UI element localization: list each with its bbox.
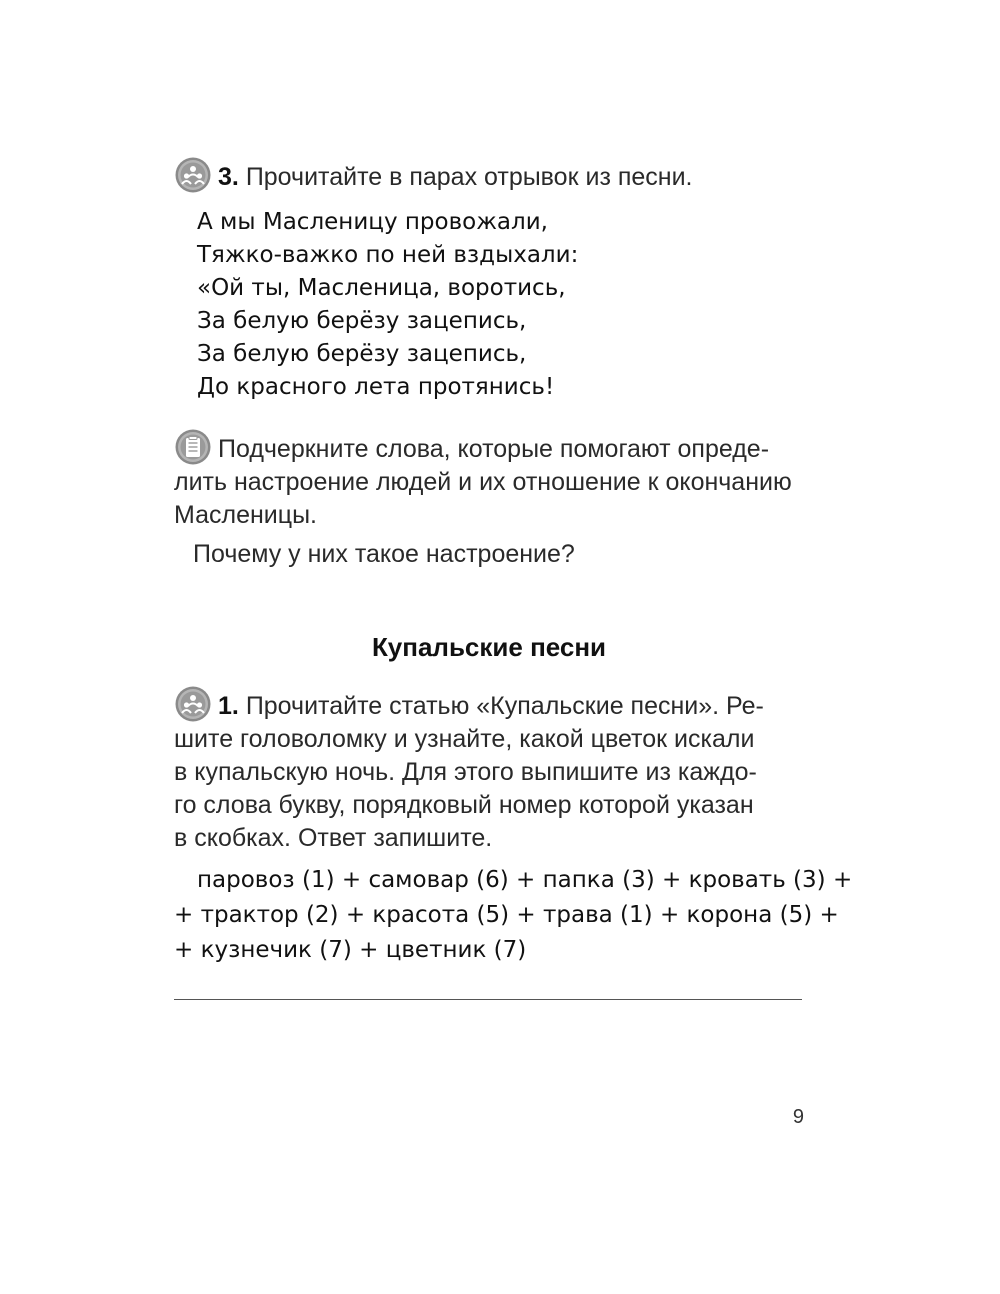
poem-line: Тяжко-важко по ней вздыхали:: [197, 242, 579, 268]
task-3-instruction: [174, 156, 804, 194]
notebook-icon: [174, 428, 212, 466]
puzzle-line: + кузнечик (7) + цветник (7): [174, 937, 527, 963]
task-line: в купальскую ночь. Для этого выпишите из каждо-: [174, 758, 757, 786]
task-1-instruction: [174, 685, 804, 855]
poem-line: За белую берёзу зацепись,: [197, 341, 527, 367]
section-heading: Купальские песни: [371, 632, 607, 662]
task-line: го слова букву, порядковый номер которой указан: [174, 791, 754, 819]
task-line: Прочитайте статью «Купальские песни». Ре-: [245, 692, 764, 720]
word-puzzle: [174, 863, 853, 968]
page-number: 9: [792, 1106, 804, 1128]
task-number: 3.: [218, 163, 239, 191]
task-instruction-text: Прочитайте в парах отрывок из песни.: [245, 163, 693, 191]
pair-work-icon: [174, 156, 212, 194]
poem-line: До красного лета протянись!: [197, 374, 555, 400]
question-text: Почему у них такое настроение?: [193, 540, 575, 568]
puzzle-line: + трактор (2) + красота (5) + трава (1) + корона (5) +: [174, 902, 839, 928]
writing-task: [174, 428, 804, 532]
writing-task-line: Подчеркните слова, которые помогают опреде-: [218, 435, 770, 463]
pair-work-icon: [174, 685, 212, 723]
poem-excerpt: [197, 206, 697, 404]
task-line: шите головоломку и узнайте, какой цветок искали: [174, 725, 755, 753]
task-line: в скобках. Ответ запишите.: [174, 824, 493, 852]
poem-line: А мы Масленицу провожали,: [197, 209, 548, 235]
writing-task-line: Масленицы.: [174, 501, 318, 529]
writing-task-line: лить настроение людей и их отношение к окончанию: [174, 468, 792, 496]
task-number: 1.: [218, 692, 239, 720]
answer-line[interactable]: [174, 999, 802, 1000]
poem-line: «Ой ты, Масленица, воротись,: [197, 275, 566, 301]
puzzle-line: паровоз (1) + самовар (6) + папка (3) + кровать (3) +: [197, 867, 853, 893]
poem-line: За белую берёзу зацепись,: [197, 308, 527, 334]
